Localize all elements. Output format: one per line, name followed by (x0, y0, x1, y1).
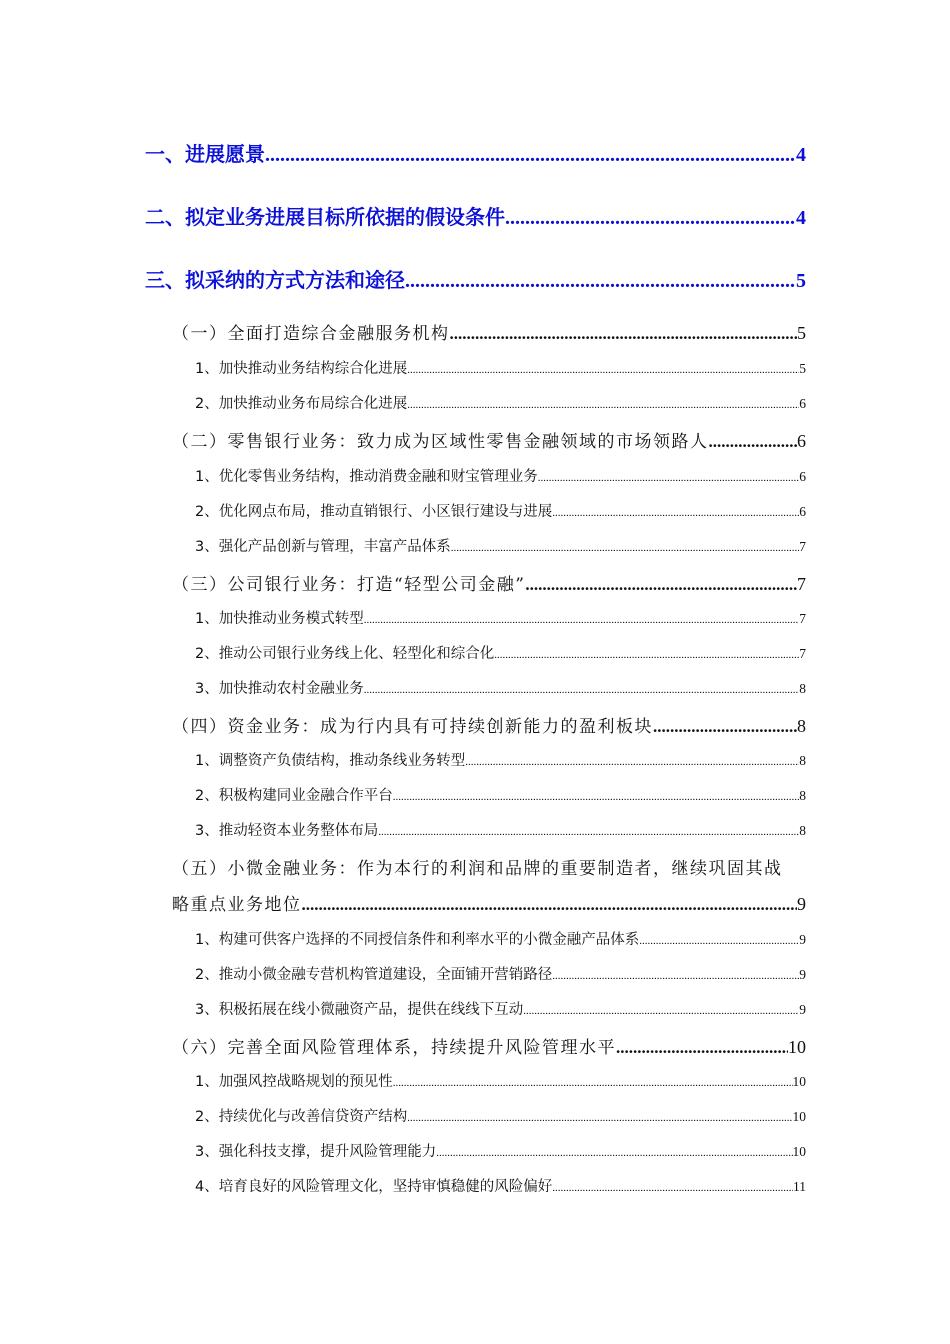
toc-item-text: 2、积极构建同业金融合作平台 (195, 788, 393, 804)
toc-leader (653, 717, 797, 737)
toc-item[interactable] (195, 500, 806, 521)
toc-leader (436, 1147, 792, 1159)
toc-page-number: 11 (793, 1179, 806, 1194)
toc-page-number: 9 (797, 894, 806, 914)
toc-heading-text: 二、拟定业务进展目标所依据的假设条件 (145, 205, 505, 229)
toc-section-3[interactable] (172, 570, 806, 595)
toc-page-number: 6 (799, 396, 806, 411)
toc-section-text: （六）完善全面风险管理体系，持续提升风险管理水平 (172, 1038, 616, 1058)
toc-page-number: 5 (799, 361, 806, 376)
toc-page-number: 6 (797, 431, 806, 451)
toc-leader (407, 399, 799, 411)
toc-section-4[interactable] (172, 712, 806, 737)
toc-heading-text: 三、拟采纳的方式方法和途径 (145, 268, 405, 292)
toc-page-number: 8 (799, 823, 806, 838)
toc-leader (523, 1005, 799, 1017)
toc-item[interactable] (195, 607, 806, 628)
toc-item-text: 1、加快推动业务结构综合化进展 (195, 361, 408, 377)
toc-section-5[interactable] (172, 890, 806, 915)
toc-heading-methods[interactable] (145, 264, 806, 293)
toc-page-number: 10 (792, 1109, 806, 1124)
toc-item-text: 3、强化产品创新与管理，丰富产品体系 (195, 539, 451, 555)
toc-section-5-line1[interactable]: （五）小微金融业务：作为本行的利润和品牌的重要制造者，继续巩固其战 (172, 859, 783, 879)
toc-section-text: （四）资金业务：成为行内具有可持续创新能力的盈利板块 (172, 717, 653, 737)
toc-page-number: 7 (799, 611, 806, 626)
toc-page-number: 7 (799, 539, 806, 554)
toc-leader (552, 1182, 793, 1194)
toc-page-number: 9 (799, 967, 806, 982)
toc-item[interactable] (195, 642, 806, 663)
toc-leader (364, 684, 800, 696)
toc-item-text: 1、优化零售业务结构，推动消费金融和财宝管理业务 (195, 469, 538, 485)
toc-item[interactable] (195, 465, 806, 486)
toc-item[interactable] (195, 535, 806, 556)
toc-leader (494, 649, 799, 661)
toc-page-number: 4 (796, 144, 806, 166)
toc-item[interactable] (195, 928, 806, 949)
toc-leader (616, 1038, 788, 1058)
toc-item-text: 1、加快推动业务模式转型 (195, 611, 364, 627)
toc-page-number: 10 (792, 1144, 806, 1159)
toc-heading-assumptions[interactable] (145, 201, 806, 230)
toc-page-number: 8 (799, 788, 806, 803)
toc-section-text: 略重点业务地位 (172, 895, 302, 915)
toc-leader (364, 614, 800, 626)
toc-item-text: 1、构建可供客户选择的不同授信条件和利率水平的小微金融产品体系 (195, 932, 640, 948)
toc-item[interactable] (195, 784, 806, 805)
toc-page-number: 5 (797, 323, 806, 343)
toc-item-text: 3、积极拓展在线小微融资产品，提供在线线下互动 (195, 1002, 524, 1018)
toc-item-text: 3、加快推动农村金融业务 (195, 681, 364, 697)
toc-page-number: 9 (799, 1002, 806, 1017)
toc-item[interactable] (195, 1070, 806, 1091)
toc-item[interactable] (195, 357, 806, 378)
toc-page-number: 5 (796, 270, 806, 292)
toc-leader (538, 472, 800, 484)
toc-leader (505, 207, 796, 230)
toc-leader (393, 791, 800, 803)
toc-item-text: 2、推动公司银行业务线上化、轻型化和综合化 (195, 646, 495, 662)
toc-item[interactable] (195, 1140, 806, 1161)
toc-section-text: （三）公司银行业务：打造“轻型公司金融” (172, 575, 526, 595)
toc-page-number: 8 (799, 681, 806, 696)
toc-item[interactable] (195, 1175, 806, 1196)
toc-leader (405, 270, 796, 293)
toc-leader (378, 826, 799, 838)
toc-leader (552, 970, 799, 982)
toc-leader (407, 364, 799, 376)
toc-leader (302, 895, 798, 915)
toc-leader (450, 324, 798, 344)
toc-leader (451, 542, 800, 554)
toc-leader (552, 507, 799, 519)
toc-item[interactable] (195, 819, 806, 840)
toc-item[interactable] (195, 963, 806, 984)
toc-page-number: 6 (799, 469, 806, 484)
toc-item-text: 2、优化网点布局，推动直销银行、小区银行建设与进展 (195, 504, 553, 520)
toc-section-6[interactable] (172, 1033, 806, 1058)
toc-page-number: 9 (799, 932, 806, 947)
toc-item-text: 1、调整资产负债结构，推动条线业务转型 (195, 753, 466, 769)
toc-item-text: 3、强化科技支撑，提升风险管理能力 (195, 1144, 437, 1160)
toc-section-text: （一）全面打造综合金融服务机构 (172, 324, 450, 344)
toc-page-number: 10 (792, 1074, 806, 1089)
toc-leader (525, 575, 797, 595)
toc-leader (265, 144, 796, 167)
toc-leader (393, 1077, 793, 1089)
toc-leader (639, 935, 799, 947)
toc-item[interactable] (195, 1105, 806, 1126)
toc-section-1[interactable] (172, 319, 806, 344)
toc-page-number: 4 (796, 207, 806, 229)
toc-page-number: 8 (797, 716, 806, 736)
toc-section-text: （二）零售银行业务：致力成为区域性零售金融领域的市场领路人 (172, 432, 709, 452)
toc-item-text: 2、加快推动业务布局综合化进展 (195, 396, 408, 412)
toc-leader (407, 1112, 792, 1124)
toc-item[interactable] (195, 677, 806, 698)
toc-item-text: 3、推动轻资本业务整体布局 (195, 823, 379, 839)
toc-heading-text: 一、进展愿景 (145, 142, 265, 166)
toc-page-number: 10 (788, 1037, 806, 1057)
toc-item-text: 4、培育良好的风险管理文化，坚持审慎稳健的风险偏好 (195, 1179, 553, 1195)
toc-item-text: 1、加强风控战略规划的预见性 (195, 1074, 393, 1090)
toc-page-number: 7 (797, 574, 806, 594)
toc-leader (709, 432, 798, 452)
toc-item[interactable] (195, 392, 806, 413)
toc-item-text: 2、持续优化与改善信贷资产结构 (195, 1109, 408, 1125)
toc-page-number: 8 (799, 753, 806, 768)
toc-page-number: 6 (799, 504, 806, 519)
toc-page-number: 7 (799, 646, 806, 661)
toc-item[interactable] (195, 749, 806, 770)
toc-leader (465, 756, 799, 768)
toc-item-text: 2、推动小微金融专营机构管道建设，全面铺开营销路径 (195, 967, 553, 983)
toc-item[interactable] (195, 998, 806, 1019)
toc-heading-vision[interactable] (145, 138, 806, 167)
toc-section-2[interactable] (172, 427, 806, 452)
